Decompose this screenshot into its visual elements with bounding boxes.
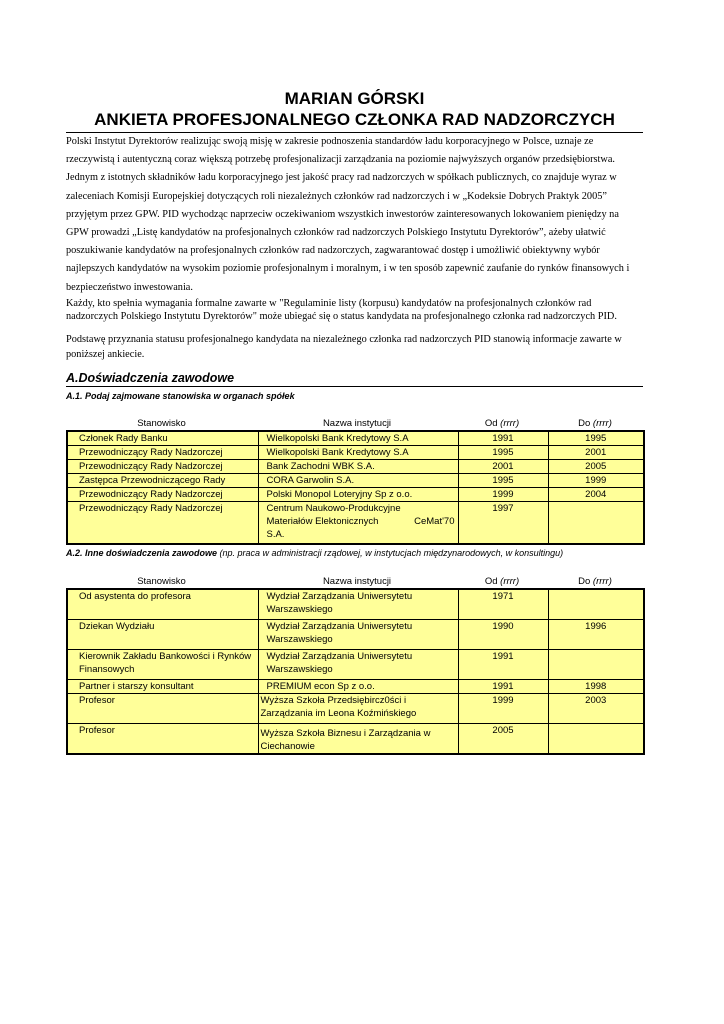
a1-header-to-label: Do <box>578 417 593 429</box>
a2-institution-cell[interactable] <box>258 619 458 649</box>
a2-institution-cell[interactable] <box>258 589 458 619</box>
a1-header-position: Stanowisko <box>137 417 186 429</box>
table-row <box>67 501 644 544</box>
a2-from-cell[interactable]: 1991 <box>458 649 548 679</box>
institution-line <box>267 515 455 528</box>
table-row <box>67 619 644 649</box>
institution-line: Warszawskiego <box>266 663 333 675</box>
position-line: Kierownik Zakładu Bankowości i Rynków <box>79 650 252 662</box>
section-a2-title-text: A.2. Inne doświadczenia zawodowe <box>66 548 218 559</box>
a1-position-cell[interactable]: Przewodniczący Rady Nadzorczej <box>67 445 258 459</box>
a2-from-cell[interactable]: 2005 <box>458 723 548 754</box>
institution-line: Centrum Naukowo-Produkcyjne <box>266 502 401 514</box>
table-row <box>67 473 644 487</box>
a1-from-cell[interactable]: 1999 <box>458 487 548 501</box>
a2-to-cell[interactable]: 1998 <box>548 679 644 693</box>
a1-table-header <box>66 417 643 430</box>
a1-from-cell[interactable]: 1997 <box>458 501 548 544</box>
a1-to-cell[interactable]: 2004 <box>548 487 644 501</box>
section-a-title: A.Doświadczenia zawodowe <box>66 371 643 387</box>
intro-text <box>66 133 643 362</box>
a1-header-to <box>547 417 643 430</box>
a1-from-cell[interactable]: 2001 <box>458 459 548 473</box>
a2-position-cell[interactable]: Od asystenta do profesora <box>67 589 258 619</box>
table-row <box>67 459 644 473</box>
institution-line: Warszawskiego <box>266 633 333 645</box>
a2-to-cell[interactable] <box>548 589 644 619</box>
a2-header-to-format: (rrrr) <box>592 576 612 588</box>
a2-position-cell[interactable]: Profesor <box>67 723 258 754</box>
a2-header-to-label: Do <box>578 576 593 588</box>
section-a1-title: A.1. Podaj zajmowane stanowiska w organach spółek <box>66 390 295 401</box>
a2-header-to <box>547 575 643 588</box>
intro-paragraph-3: Podstawę przyznania statusu profesjonalnego kandydata na niezależnego członka rad nadzorczych PID stanowią informacje zawarte w poniższej ankiecie. <box>66 333 622 360</box>
a1-to-cell[interactable]: 2005 <box>548 459 644 473</box>
a1-from-cell[interactable]: 1991 <box>458 431 548 446</box>
institution-line: Wyższa Szkoła Przedsiębircz0ści i <box>260 694 407 706</box>
a2-from-cell[interactable]: 1999 <box>458 693 548 723</box>
a2-institution-cell[interactable]: PREMIUM econ Sp z o.o. <box>258 679 458 693</box>
table-row <box>67 431 644 446</box>
institution-line: Warszawskiego <box>266 604 333 616</box>
document-page <box>66 88 643 755</box>
institution-line: Wydział Zarządzania Uniwersytetu <box>266 620 413 632</box>
section-a2-title <box>66 548 643 558</box>
table-row <box>67 723 644 754</box>
a1-position-cell[interactable]: Przewodniczący Rady Nadzorczej <box>67 459 258 473</box>
a2-table-header <box>66 575 643 588</box>
a1-to-cell[interactable]: 1995 <box>548 431 644 446</box>
institution-line: Wydział Zarządzania Uniwersytetu <box>266 591 413 603</box>
a1-to-cell[interactable]: 2001 <box>548 445 644 459</box>
a2-from-cell[interactable]: 1971 <box>458 589 548 619</box>
a1-institution-cell[interactable]: Wielkopolski Bank Kredytowy S.A <box>258 445 458 459</box>
institution-line: Zarządzania im Leona Koźmińskiego <box>260 707 417 719</box>
a1-to-cell[interactable] <box>548 501 644 544</box>
a1-position-cell[interactable]: Przewodniczący Rady Nadzorczej <box>67 501 258 544</box>
table-row <box>67 693 644 723</box>
a1-institution-cell[interactable]: Wielkopolski Bank Kredytowy S.A <box>258 431 458 446</box>
a1-header-from <box>457 417 547 430</box>
a1-header-institution: Nazwa instytucji <box>322 417 392 429</box>
a2-to-cell[interactable]: 1996 <box>548 619 644 649</box>
a1-institution-cell[interactable]: Bank Zachodni WBK S.A. <box>258 459 458 473</box>
a1-header-from-label: Od <box>484 417 501 429</box>
a1-from-cell[interactable]: 1995 <box>458 473 548 487</box>
a2-to-cell[interactable] <box>548 649 644 679</box>
a1-position-cell[interactable]: Zastępca Przewodniczącego Rady <box>67 473 258 487</box>
section-a2-note: (np. praca w administracji rządowej, w instytucjach międzynarodowych, w konsultingu) <box>217 548 564 559</box>
institution-line-part: CeMat'70 <box>414 515 455 527</box>
a2-from-cell[interactable]: 1990 <box>458 619 548 649</box>
a2-header-from-format: (rrrr) <box>500 576 520 588</box>
a2-header-position: Stanowisko <box>137 576 186 588</box>
a2-position-cell[interactable]: Partner i starszy konsultant <box>67 679 258 693</box>
document-title: ANKIETA PROFESJONALNEGO CZŁONKA RAD NADZORCZYCH <box>94 110 615 129</box>
a1-to-cell[interactable]: 1999 <box>548 473 644 487</box>
a1-institution-cell[interactable]: CORA Garwolin S.A. <box>258 473 458 487</box>
a1-header-from-format: (rrrr) <box>500 417 520 429</box>
table-row <box>67 589 644 619</box>
a1-institution-cell[interactable] <box>258 501 458 544</box>
table-row <box>67 679 644 693</box>
institution-line: S.A. <box>266 528 285 540</box>
a2-header-institution: Nazwa instytucji <box>322 576 392 588</box>
table-row <box>67 487 644 501</box>
table-row <box>67 649 644 679</box>
a1-position-cell[interactable]: Przewodniczący Rady Nadzorczej <box>67 487 258 501</box>
a1-position-cell[interactable]: Członek Rady Banku <box>67 431 258 446</box>
a1-header-to-format: (rrrr) <box>592 417 612 429</box>
a2-institution-cell[interactable] <box>258 693 458 723</box>
a2-from-cell[interactable]: 1991 <box>458 679 548 693</box>
table-row <box>67 445 644 459</box>
person-name: MARIAN GÓRSKI <box>284 89 425 108</box>
a2-header-from <box>457 575 547 588</box>
a1-institution-cell[interactable]: Polski Monopol Loteryjny Sp z o.o. <box>258 487 458 501</box>
a1-from-cell[interactable]: 1995 <box>458 445 548 459</box>
a2-position-cell[interactable]: Profesor <box>67 693 258 723</box>
a2-institution-cell[interactable] <box>258 649 458 679</box>
a2-position-cell[interactable] <box>67 649 258 679</box>
intro-paragraph-1: Polski Instytut Dyrektorów realizując swoją misję w zakresie podnoszenia standardów ładu korporacyjnego w Polsce, uznaje ze rzeczywistą i autentyczną coraz większą potrzebę profesjonalizacji zarządzania na poziomie najwyższych organów przedsiębiorstwa. Jednym z istotnych składników ładu korporacyjnego jest jakość pracy rad nadzorczych w spółkach publicznych, co znajduje wyraz w zaleceniach Komisji Europejskiej dotyczących roli niezależnych członków rad nadzorczych i w „Kodeksie Dobrych Praktyk 2005” przyjętym przez GPW. PID wychodząc naprzeciw oczekiwaniom wszystkich inwestorów zainteresowanych lokowaniem pieniędzy na GPW prowadzi „Listę kandydatów na profesjonalnych członków rad nadzorczych Polskiego Instytutu Dyrektorów”, ażeby ułatwić poszukiwanie kandydatów na profesjonalnych członków rad nadzorczych, zagwarantować dostęp i umożliwić obiektywny wybór najlepszych kandydatów na wysokim poziomie profesjonalnym i moralnym, i w ten sposób zapewnić zaufanie do rynków finansowych i bezpieczeństwo inwestowania. <box>66 136 630 293</box>
institution-line: Wydział Zarządzania Uniwersytetu <box>266 650 413 662</box>
a2-header-from-label: Od <box>484 576 501 588</box>
institution-line: Ciechanowie <box>260 740 315 752</box>
a2-to-cell[interactable] <box>548 723 644 754</box>
institution-line: Wyższa Szkoła Biznesu i Zarządzania w <box>260 727 431 739</box>
a2-position-cell[interactable]: Dziekan Wydziału <box>67 619 258 649</box>
a2-to-cell[interactable]: 2003 <box>548 693 644 723</box>
a1-positions-table <box>66 430 645 546</box>
position-line: Finansowych <box>79 663 135 675</box>
institution-line-part: Materiałów Elektonicznych <box>266 515 379 527</box>
intro-paragraph-2: Każdy, kto spełnia wymagania formalne zawarte w "Regulaminie listy (korpusu) kandydatów na profesjonalnych członków rad nadzorczych Polskiego Instytutu Dyrektorów" może ubiegać się o status kandydata na profesjonalnego członka rad nadzorczych PID. <box>66 297 617 323</box>
a2-institution-cell[interactable] <box>258 723 458 754</box>
a2-experience-table <box>66 588 645 755</box>
